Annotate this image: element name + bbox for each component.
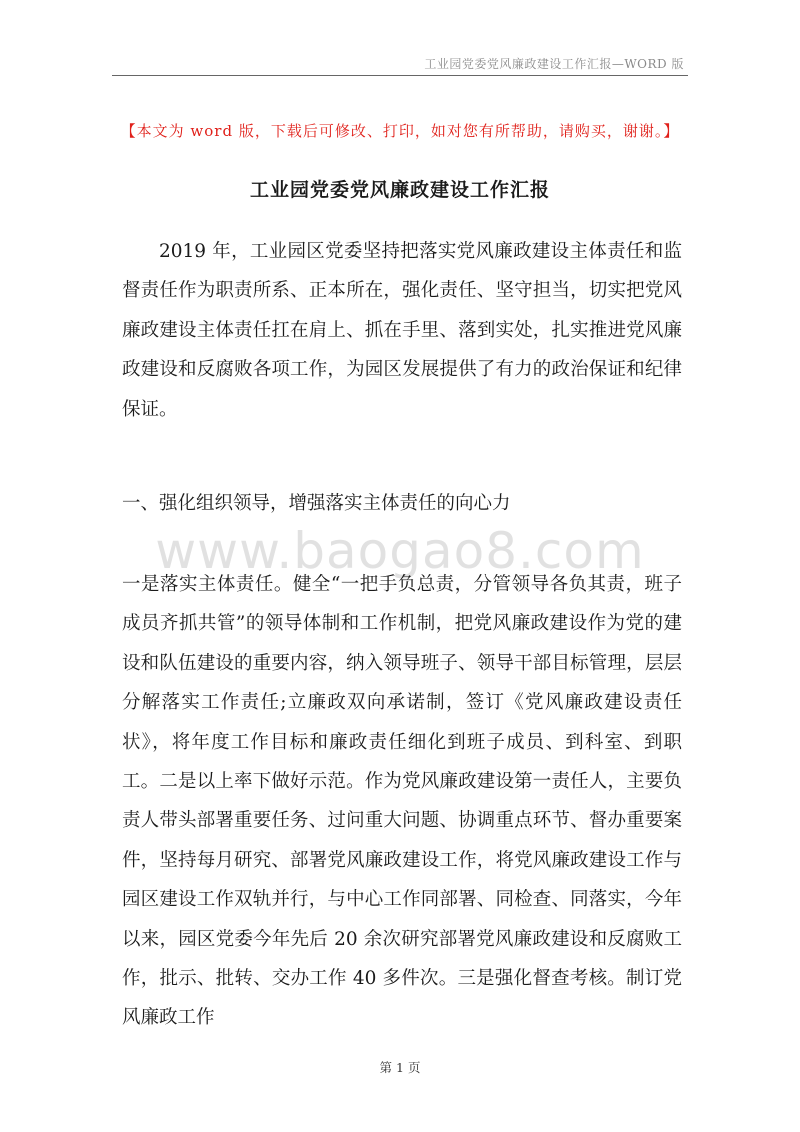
document-title: 工业园党委党风廉政建设工作汇报: [249, 179, 550, 201]
section-heading: 一、强化组织领导，增强落实主体责任的向心力: [122, 493, 511, 514]
running-header: 工业园党委党风廉政建设工作汇报—WORD 版: [424, 57, 684, 71]
page-number: 第 1 页: [379, 1060, 421, 1075]
purchase-notice: 【本文为 word 版，下载后可修改、打印，如对您有所帮助，请购买，谢谢。】: [120, 122, 680, 140]
section-body-paragraph: 一是落实主体责任。健全“一把手负总责，分管领导各负其责，班子成员齐抓共管”的领导体制和工作机制，把党风廉政建设作为党的建设和队伍建设的重要内容，纳入领导班子、领导干部目标管理，层层分解落实工作责任;立廉政双向承诺制，签订《党风廉政建设责任状》，将年度工作目标和廉政责任细化到班子成员、到科室、到职工。二是以上率下做好示范。作为党风廉政建设第一责任人，主要负责人带头部署重要任务、过问重大问题、协调重点环节、督办重要案件，坚持每月研究、部署党风廉政建设工作，将党风廉政建设工作与园区建设工作双轨并行，与中心工作同部署、同检查、同落实，今年以来，园区党委今年先后 20 余次研究部署党风廉政建设和反腐败工作，批示、批转、交办工作 40 多件次。三是强化督查考核。制订党风廉政工作: [122, 574, 682, 1029]
header-divider: [112, 75, 688, 76]
intro-paragraph: 2019 年，工业园区党委坚持把落实党风廉政建设主体责任和监督责任作为职责所系、正本所在，强化责任、坚守担当，切实把党风廉政建设主体责任扛在肩上、抓在手里、落到实处，扎实推进党风廉政建设和反腐败各项工作，为园区发展提供了有力的政治保证和纪律保证。: [122, 241, 682, 420]
watermark: www.baogao8.com: [155, 522, 645, 580]
